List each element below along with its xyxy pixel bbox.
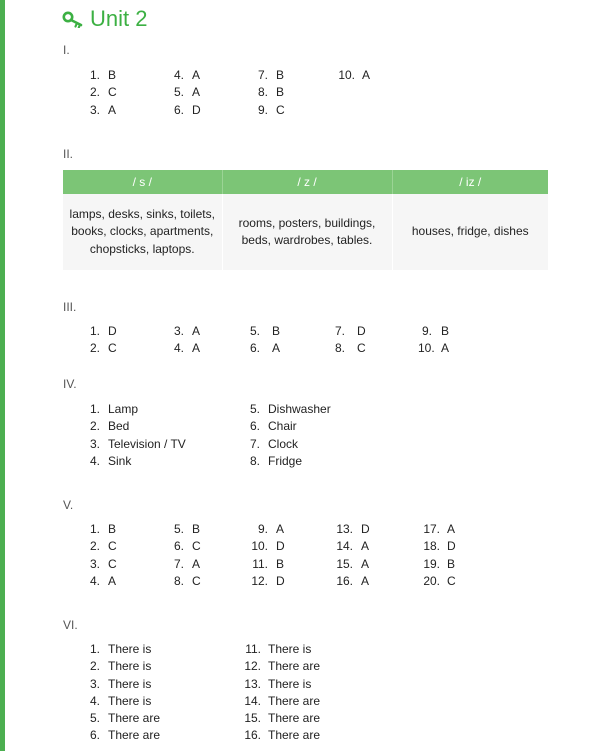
answer-number: 16. — [336, 573, 353, 588]
answer-item — [84, 436, 186, 453]
answer-number: 2. — [89, 539, 100, 554]
column-header-s: / s / — [63, 170, 222, 194]
answer-number: 13. — [336, 522, 353, 536]
answer-value: Bed — [108, 419, 130, 434]
answer-item — [84, 556, 117, 573]
answer-number: 6. — [89, 728, 100, 743]
answer-item — [239, 727, 320, 744]
answer-value: A — [361, 556, 370, 571]
answer-value: C — [108, 85, 117, 100]
answer-item — [418, 556, 456, 573]
answer-item — [333, 67, 370, 84]
answer-item — [331, 340, 366, 357]
answer-item — [84, 676, 160, 693]
answer-item — [246, 436, 331, 453]
section-4-heading: IV. — [63, 377, 77, 391]
answer-number: 3. — [173, 324, 184, 338]
answer-number: 18. — [423, 539, 440, 554]
answer-number: 8. — [257, 85, 268, 100]
answer-item — [168, 323, 200, 340]
answer-number: 16. — [244, 728, 261, 743]
s4-column — [84, 401, 186, 470]
answer-item — [168, 521, 201, 538]
s3-column — [331, 323, 366, 358]
answer-item — [418, 323, 449, 340]
answer-number: 7. — [257, 68, 268, 82]
sounds-table-header — [63, 170, 548, 194]
answer-number: 5. — [173, 85, 184, 100]
answer-value: A — [272, 341, 281, 356]
answer-number: 8. — [334, 341, 345, 356]
answer-value: B — [441, 324, 450, 338]
answer-item — [418, 573, 456, 590]
answer-value: Lamp — [108, 402, 139, 416]
s6-column — [239, 641, 320, 745]
answer-value: There is — [108, 676, 152, 691]
answer-item — [84, 727, 160, 744]
answer-number: 3. — [89, 676, 100, 691]
answer-number: 10. — [251, 539, 268, 554]
answer-item — [239, 641, 320, 658]
answer-number: 9. — [257, 102, 268, 117]
answer-item — [168, 102, 201, 119]
answer-value: D — [361, 522, 370, 536]
answer-value: A — [192, 85, 201, 100]
s1-column — [168, 67, 201, 119]
answer-item — [246, 401, 331, 418]
answer-item — [331, 323, 366, 340]
answer-number: 15. — [244, 711, 261, 726]
answer-value: A — [192, 68, 201, 82]
answer-value: B — [276, 85, 285, 100]
answer-value: C — [108, 341, 117, 356]
answer-value: A — [441, 341, 450, 356]
answer-item — [84, 418, 186, 435]
answer-number: 12. — [251, 573, 268, 588]
answer-value: A — [192, 556, 201, 571]
answer-value: Fridge — [268, 453, 303, 468]
answer-item — [418, 340, 449, 357]
answer-value: C — [192, 539, 201, 554]
answer-value: B — [108, 522, 117, 536]
answer-value: C — [357, 341, 366, 356]
answer-value: There is — [108, 642, 152, 656]
answer-number: 5. — [173, 522, 184, 536]
answer-item — [168, 556, 201, 573]
answer-value: Clock — [268, 436, 299, 451]
answer-number: 2. — [89, 419, 100, 434]
answer-value: A — [361, 573, 370, 588]
answer-value: A — [192, 341, 201, 356]
answer-number: 1. — [89, 402, 100, 416]
answer-number: 4. — [89, 453, 100, 468]
cell-s-words: lamps, desks, sinks, toilets, books, clocks, apartments, chopsticks, laptops. — [63, 194, 222, 270]
answer-number: 19. — [423, 556, 440, 571]
answer-item — [331, 556, 370, 573]
unit-title-text: Unit 2 — [90, 6, 148, 31]
answer-item — [239, 658, 320, 675]
answer-number: 7. — [334, 324, 345, 338]
answer-item — [331, 521, 370, 538]
answer-number: 2. — [89, 85, 100, 100]
answer-number: 3. — [89, 436, 100, 451]
answer-item — [84, 401, 186, 418]
s6-column — [84, 641, 160, 745]
answer-value: There are — [268, 711, 321, 726]
section-5-heading: V. — [63, 498, 74, 512]
answer-number: 14. — [336, 539, 353, 554]
answer-number: 4. — [173, 68, 184, 82]
answer-number: 5. — [249, 324, 260, 338]
answer-item — [84, 658, 160, 675]
answer-value: B — [447, 556, 456, 571]
answer-number: 7. — [173, 556, 184, 571]
answer-number: 6. — [173, 539, 184, 554]
answer-item — [246, 418, 331, 435]
answer-value: A — [108, 573, 117, 588]
s1-column — [333, 67, 370, 84]
answer-number: 4. — [89, 573, 100, 588]
answer-number: 2. — [89, 341, 100, 356]
answer-number: 3. — [89, 102, 100, 117]
answer-number: 1. — [89, 522, 100, 536]
s3-column — [246, 323, 280, 358]
answer-number: 12. — [244, 659, 261, 674]
answer-value: A — [362, 68, 371, 82]
answer-item — [246, 323, 280, 340]
s1-column — [84, 67, 117, 119]
answer-item — [246, 556, 285, 573]
answer-item — [252, 67, 285, 84]
answer-value: B — [276, 556, 285, 571]
answer-item — [84, 67, 117, 84]
answer-number: 9. — [257, 522, 268, 536]
answer-item — [246, 573, 285, 590]
section-6-heading: VI. — [63, 618, 78, 632]
answer-number: 20. — [423, 573, 440, 588]
answer-item — [331, 538, 370, 555]
answer-value: Television / TV — [108, 436, 186, 451]
answer-number: 10. — [338, 68, 355, 82]
sounds-table-row — [63, 194, 548, 270]
answer-number: 5. — [249, 402, 260, 416]
answer-item — [239, 710, 320, 727]
answer-number: 4. — [173, 341, 184, 356]
answer-item — [246, 521, 285, 538]
s5-column — [168, 521, 201, 590]
section-2-heading: II. — [63, 147, 74, 161]
answer-item — [418, 538, 456, 555]
answer-item — [84, 323, 117, 340]
answer-value: C — [276, 102, 285, 117]
key-icon — [62, 10, 84, 28]
answer-value: D — [447, 539, 456, 554]
answer-item — [239, 676, 320, 693]
answer-value: Chair — [268, 419, 297, 434]
answer-value: C — [447, 573, 456, 588]
answer-item — [246, 340, 280, 357]
answer-value: There is — [268, 676, 312, 691]
answer-item — [84, 84, 117, 101]
s3-column — [84, 323, 117, 358]
answer-number: 9. — [421, 324, 432, 338]
s5-column — [246, 521, 285, 590]
unit-title — [62, 4, 147, 34]
s5-column — [418, 521, 456, 590]
answer-number: 14. — [244, 693, 261, 708]
cell-iz-words: houses, fridge, dishes — [392, 194, 548, 270]
s4-column — [246, 401, 331, 470]
answer-number: 8. — [249, 453, 260, 468]
answer-number: 15. — [336, 556, 353, 571]
s5-column — [84, 521, 117, 590]
answer-value: D — [276, 573, 285, 588]
s3-column — [418, 323, 449, 358]
answer-item — [84, 641, 160, 658]
answer-value: A — [192, 324, 201, 338]
answer-value: B — [108, 68, 117, 82]
answer-value: C — [108, 539, 117, 554]
answer-value: B — [272, 324, 281, 338]
answer-item — [84, 538, 117, 555]
cell-z-words: rooms, posters, buildings, beds, wardrobes, tables. — [222, 194, 392, 270]
answer-value: There is — [268, 642, 312, 656]
answer-number: 7. — [249, 436, 260, 451]
answer-item — [246, 538, 285, 555]
answer-item — [168, 67, 201, 84]
answer-number: 6. — [173, 102, 184, 117]
s5-column — [331, 521, 370, 590]
sounds-table — [63, 170, 548, 270]
section-1-heading: I. — [63, 43, 70, 57]
answer-number: 5. — [89, 711, 100, 726]
answer-value: A — [276, 522, 285, 536]
answer-value: There are — [268, 728, 321, 743]
answer-value: There is — [108, 693, 152, 708]
answer-item — [84, 453, 186, 470]
answer-value: Sink — [108, 453, 132, 468]
answer-number: 6. — [249, 419, 260, 434]
answer-value: B — [192, 522, 201, 536]
answer-item — [239, 693, 320, 710]
answer-number: 1. — [89, 642, 100, 656]
answer-value: There are — [268, 659, 321, 674]
answer-item — [84, 573, 117, 590]
answer-number: 11. — [252, 556, 268, 571]
left-accent-bar — [0, 0, 5, 751]
s1-column — [252, 67, 285, 119]
answer-number: 2. — [89, 659, 100, 674]
answer-item — [84, 693, 160, 710]
answer-item — [418, 521, 456, 538]
answer-value: There is — [108, 659, 152, 674]
answer-number: 10. — [418, 341, 435, 356]
answer-value: D — [108, 324, 117, 338]
answer-value: A — [108, 102, 117, 117]
answer-value: Dishwasher — [268, 402, 331, 416]
answer-number: 1. — [89, 68, 100, 82]
answer-number: 11. — [245, 642, 261, 656]
answer-number: 3. — [89, 556, 100, 571]
answer-value: D — [276, 539, 285, 554]
answer-value: There are — [108, 711, 161, 726]
answer-item — [84, 710, 160, 727]
section-3-heading: III. — [63, 300, 77, 314]
answer-item — [252, 102, 285, 119]
answer-value: C — [108, 556, 117, 571]
s3-column — [168, 323, 200, 358]
answer-value: D — [357, 324, 366, 338]
answer-value: There are — [108, 728, 161, 743]
column-header-iz: / iz / — [392, 170, 548, 194]
answer-number: 1. — [89, 324, 100, 338]
answer-number: 6. — [249, 341, 260, 356]
answer-item — [84, 521, 117, 538]
answer-item — [252, 84, 285, 101]
answer-value: C — [192, 573, 201, 588]
answer-number: 8. — [173, 573, 184, 588]
answer-number: 17. — [423, 522, 440, 536]
answer-item — [84, 340, 117, 357]
answer-value: A — [361, 539, 370, 554]
answer-item — [246, 453, 331, 470]
answer-item — [168, 573, 201, 590]
answer-item — [84, 102, 117, 119]
column-header-z: / z / — [222, 170, 392, 194]
answer-item — [168, 538, 201, 555]
answer-number: 4. — [89, 693, 100, 708]
answer-value: B — [276, 68, 285, 82]
answer-value: A — [447, 522, 456, 536]
answer-value: D — [192, 102, 201, 117]
answer-item — [168, 84, 201, 101]
answer-number: 13. — [244, 676, 261, 691]
answer-value: There are — [268, 693, 321, 708]
answer-item — [331, 573, 370, 590]
answer-item — [168, 340, 200, 357]
